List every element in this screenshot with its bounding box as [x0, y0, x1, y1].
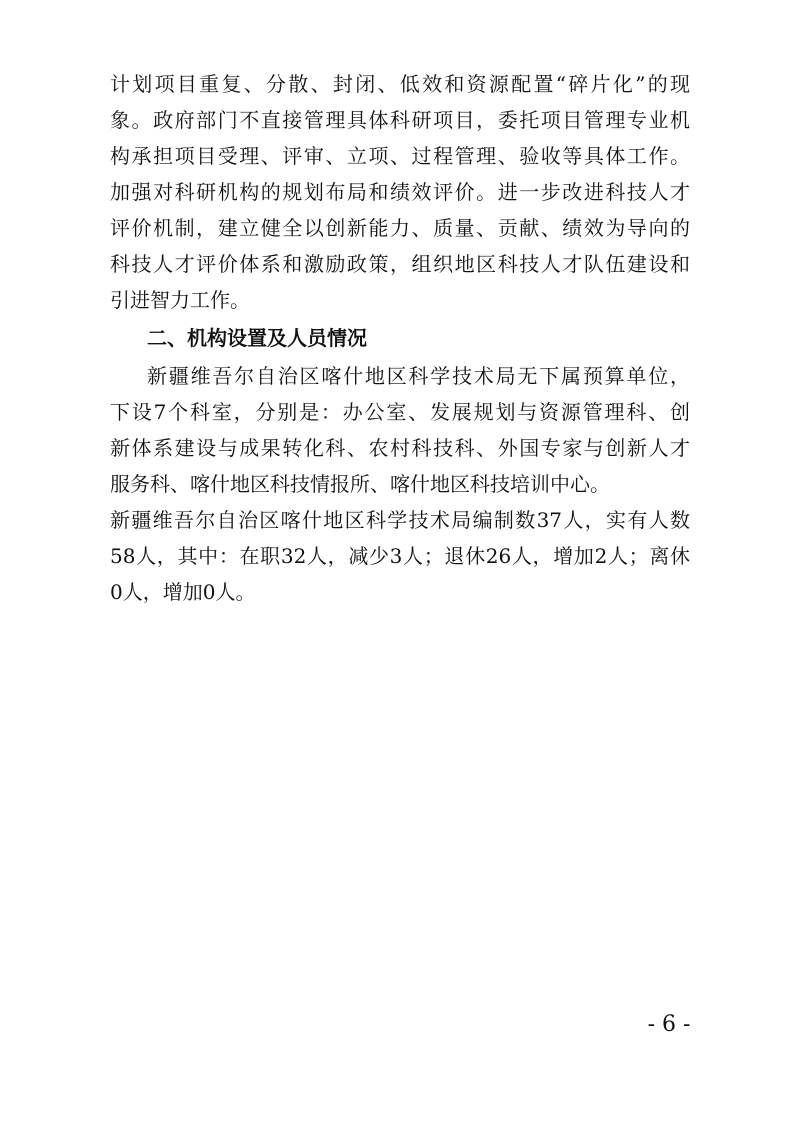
section-heading: 二、机构设置及人员情况: [147, 326, 367, 350]
paragraph-line: 加强对科研机构的规划布局和绩效评价。进一步改进科技人才: [110, 180, 690, 204]
paragraph-line: 0人，增加0人。: [110, 580, 256, 604]
paragraph-line: 评价机制，建立健全以创新能力、质量、贡献、绩效为导向的: [110, 216, 690, 240]
paragraph-line: 计划项目重复、分散、封闭、低效和资源配置“碎片化”的现: [110, 72, 690, 96]
page-number: - 6 -: [647, 1012, 691, 1037]
paragraph-line: 新疆维吾尔自治区喀什地区科学技术局无下属预算单位，: [147, 364, 690, 388]
paragraph-line: 新体系建设与成果转化科、农村科技科、外国专家与创新人才: [110, 436, 690, 460]
paragraph-line: 下设7个科室，分别是：办公室、发展规划与资源管理科、创: [110, 400, 690, 424]
paragraph-line: 58人，其中：在职32人，减少3人；退休26人，增加2人；离休: [110, 544, 690, 568]
paragraph-line: 引进智力工作。: [110, 288, 250, 312]
paragraph-line: 构承担项目受理、评审、立项、过程管理、验收等具体工作。: [110, 144, 690, 168]
paragraph-line: 新疆维吾尔自治区喀什地区科学技术局编制数37人，实有人数: [110, 508, 690, 532]
paragraph-line: 象。政府部门不直接管理具体科研项目，委托项目管理专业机: [110, 108, 690, 132]
paragraph-line: 服务科、喀什地区科技情报所、喀什地区科技培训中心。: [110, 472, 610, 496]
paragraph-line: 科技人才评价体系和激励政策，组织地区科技人才队伍建设和: [110, 252, 690, 276]
